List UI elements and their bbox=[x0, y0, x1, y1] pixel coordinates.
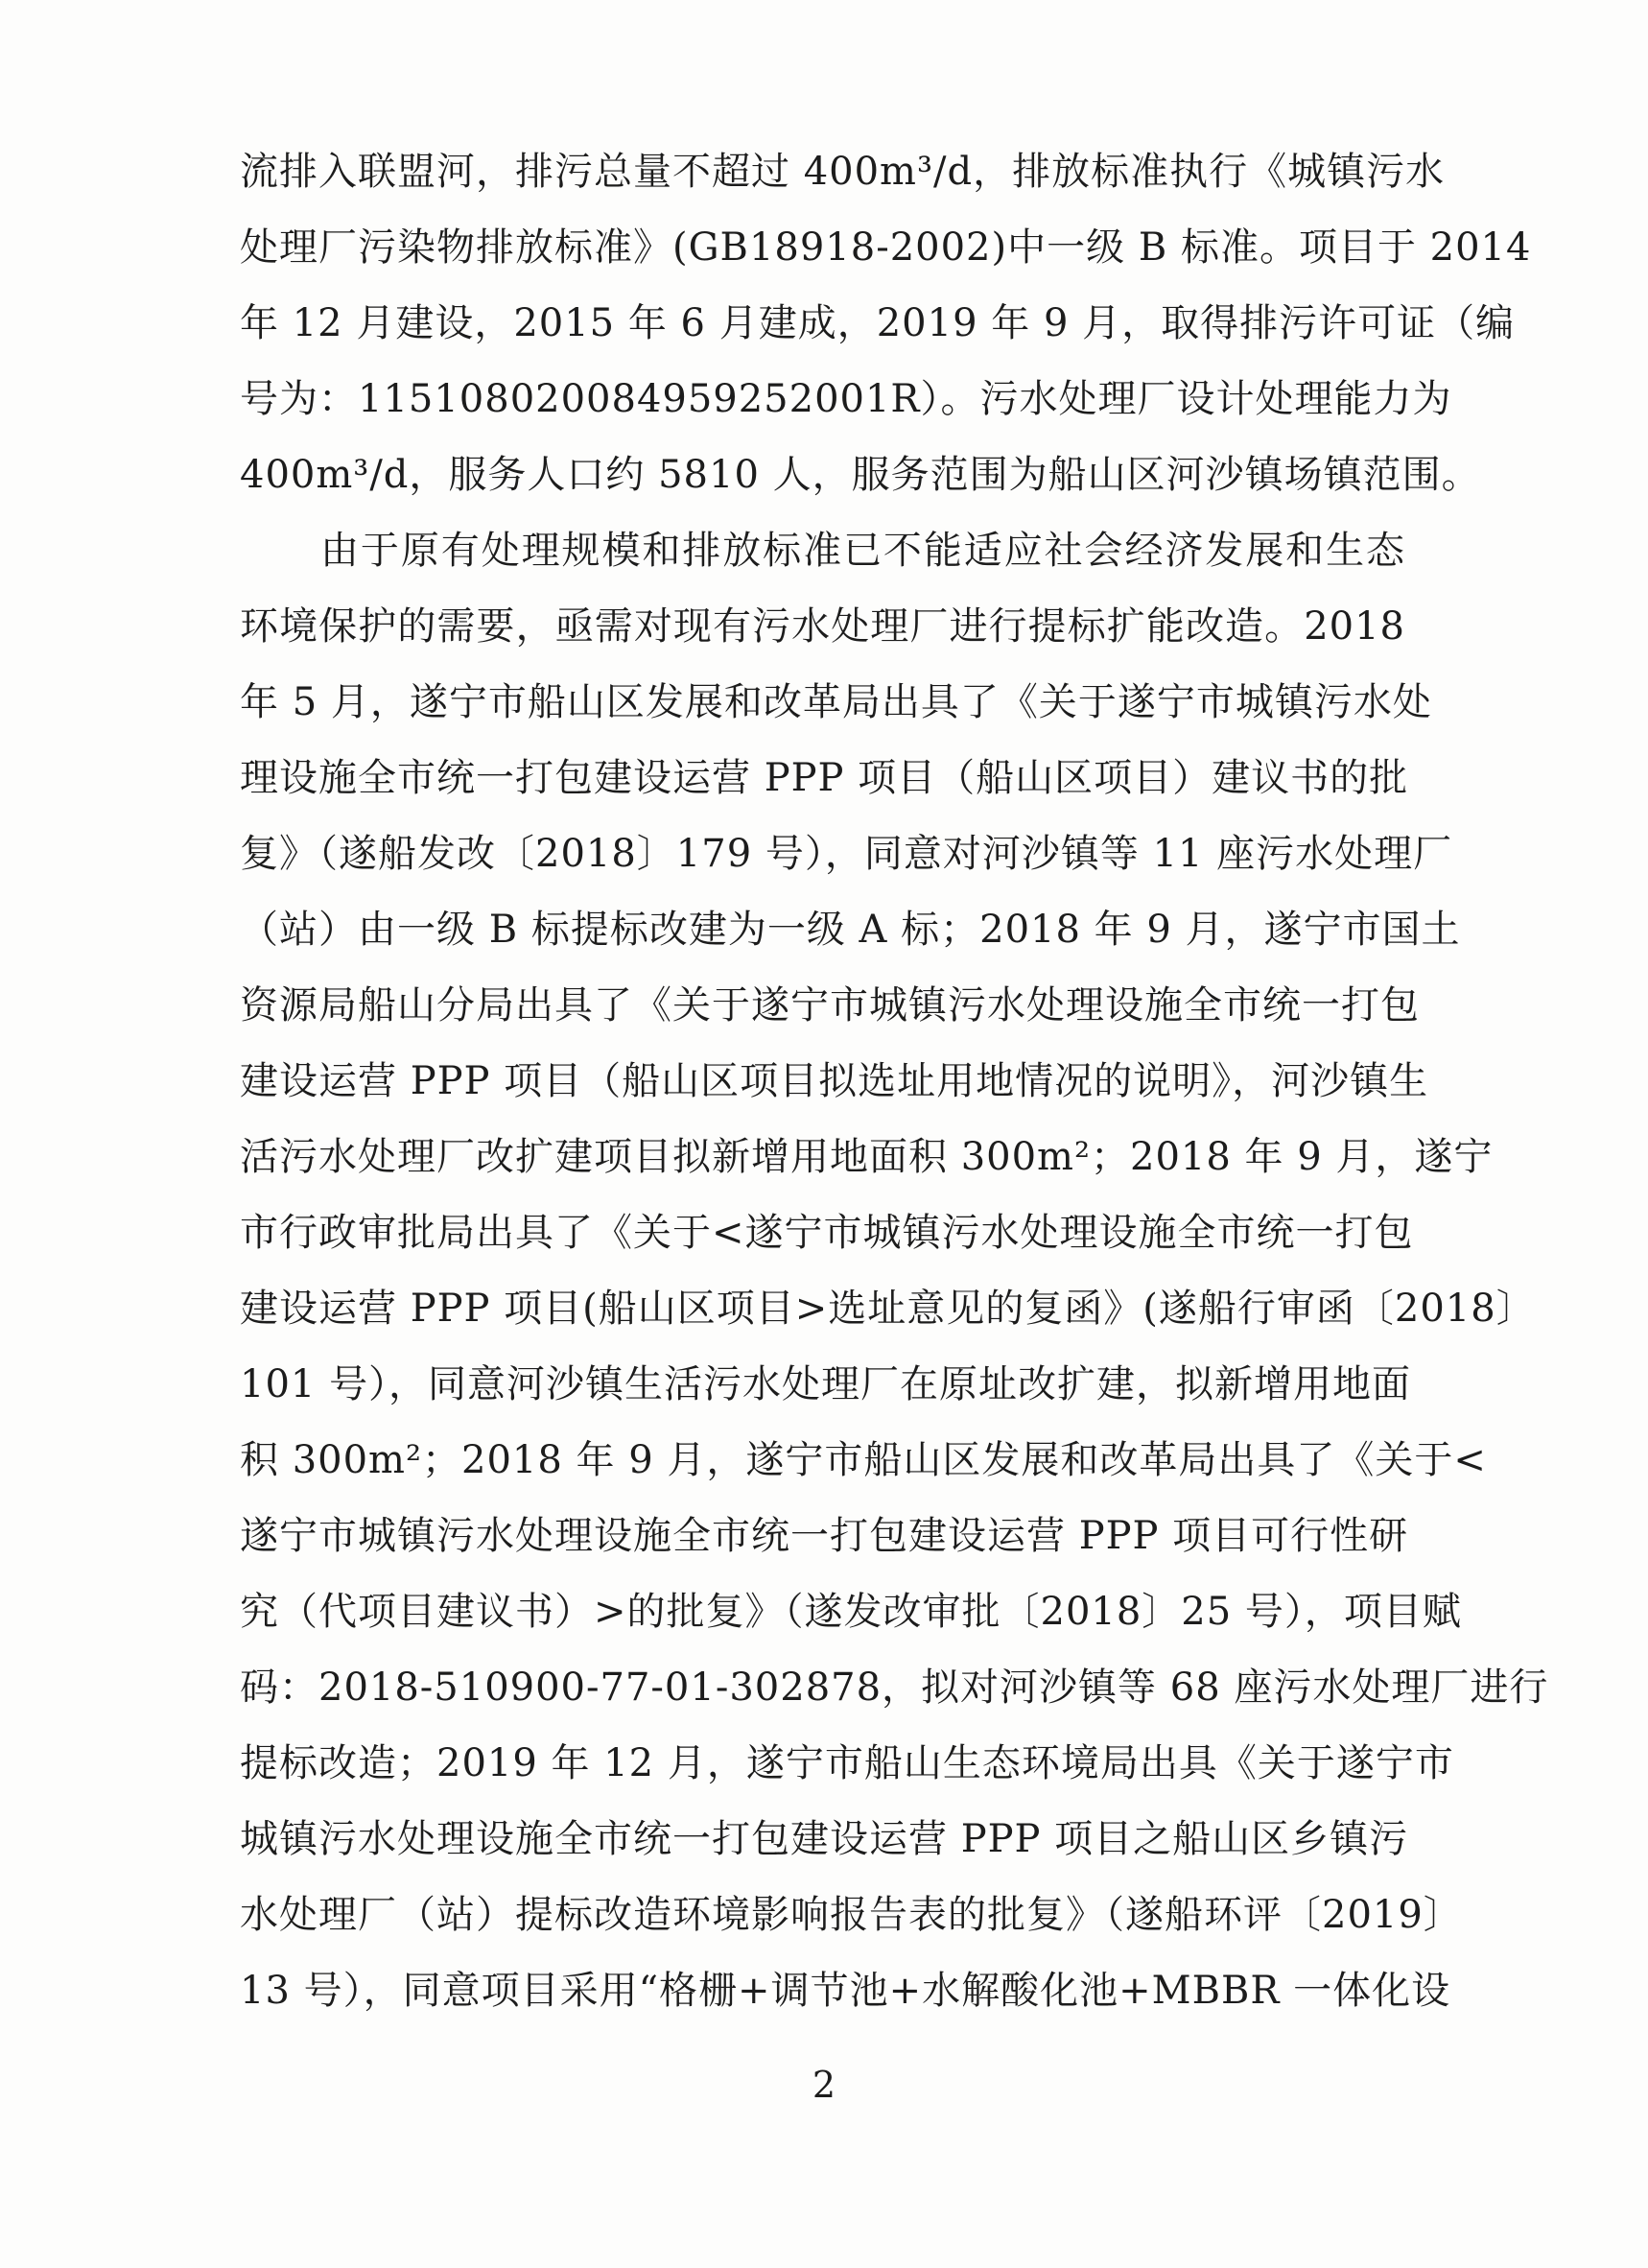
text-line: 活污水处理厂改扩建项目拟新增用地面积 300m²；2018 年 9 月，遂宁 bbox=[240, 1135, 1494, 1179]
text-line: 环境保护的需要，亟需对现有污水处理厂进行提标扩能改造。2018 bbox=[240, 604, 1405, 649]
text-line: 年 5 月，遂宁市船山区发展和改革局出具了《关于遂宁市城镇污水处 bbox=[240, 680, 1432, 724]
text-line: 水处理厂（站）提标改造环境影响报告表的批复》（遂船环评〔2019〕 bbox=[240, 1893, 1463, 1937]
text-line: 处理厂污染物排放标准》(GB18918-2002)中一级 B 标准。项目于 2014 bbox=[240, 225, 1532, 270]
text-line: 建设运营 PPP 项目（船山区项目拟选址用地情况的说明》，河沙镇生 bbox=[240, 1059, 1429, 1103]
text-line: 号为：115108020084959252001R）。污水处理厂设计处理能力为 bbox=[240, 377, 1452, 421]
body-text bbox=[240, 134, 1549, 2029]
text-line: 积 300m²；2018 年 9 月，遂宁市船山区发展和改革局出具了《关于< bbox=[240, 1438, 1487, 1482]
text-line: 市行政审批局出具了《关于<遂宁市城镇污水处理设施全市统一打包 bbox=[240, 1211, 1414, 1255]
text-line: 13 号），同意项目采用“格栅+调节池+水解酸化池+MBBR 一体化设 bbox=[240, 1969, 1451, 2013]
text-line: 建设运营 PPP 项目(船山区项目>选址意见的复函》(遂船行审函〔2018〕 bbox=[240, 1287, 1536, 1331]
text-line: 年 12 月建设，2015 年 6 月建成，2019 年 9 月，取得排污许可证（编 bbox=[240, 301, 1516, 345]
text-line: 究（代项目建议书）>的批复》（遂发改审批〔2018〕25 号），项目赋 bbox=[240, 1590, 1462, 1634]
text-line: 提标改造；2019 年 12 月，遂宁市船山生态环境局出具《关于遂宁市 bbox=[240, 1741, 1454, 1785]
text-line: 理设施全市统一打包建设运营 PPP 项目（船山区项目）建议书的批 bbox=[240, 756, 1409, 800]
text-line-paragraph-end: 400m³/d，服务人口约 5810 人，服务范围为船山区河沙镇场镇范围。 bbox=[240, 453, 1481, 497]
text-line: 资源局船山分局出具了《关于遂宁市城镇污水处理设施全市统一打包 bbox=[240, 983, 1420, 1028]
page-number: 2 bbox=[812, 2064, 836, 2106]
text-line: 遂宁市城镇污水处理设施全市统一打包建设运营 PPP 项目可行性研 bbox=[240, 1514, 1409, 1558]
text-line: 码：2018-510900-77-01-302878，拟对河沙镇等 68 座污水处理厂进行 bbox=[240, 1666, 1549, 1710]
text-line: 复》（遂船发改〔2018〕179 号），同意对河沙镇等 11 座污水处理厂 bbox=[240, 832, 1453, 876]
text-line-paragraph-start: 由于原有处理规模和排放标准已不能适应社会经济发展和生态 bbox=[320, 529, 1405, 573]
text-line: 流排入联盟河，排污总量不超过 400m³/d，排放标准执行《城镇污水 bbox=[240, 150, 1446, 194]
text-line: 城镇污水处理设施全市统一打包建设运营 PPP 项目之船山区乡镇污 bbox=[240, 1817, 1409, 1861]
text-line: （站）由一级 B 标提标改建为一级 A 标；2018 年 9 月，遂宁市国土 bbox=[240, 908, 1461, 952]
text-line: 101 号），同意河沙镇生活污水处理厂在原址改扩建，拟新增用地面 bbox=[240, 1362, 1412, 1406]
